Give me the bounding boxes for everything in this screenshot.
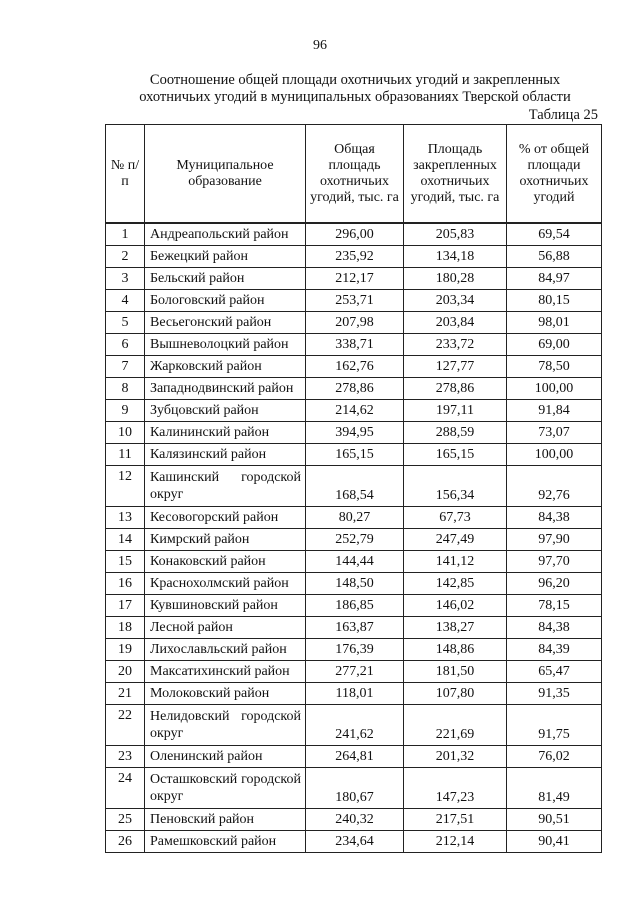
row-total-area: 80,27 [306, 507, 404, 529]
row-assigned-area: 278,86 [404, 378, 507, 400]
table-row [106, 639, 602, 661]
row-percent: 100,00 [507, 378, 602, 400]
row-assigned-area: 221,69 [404, 705, 507, 746]
row-assigned-area: 107,80 [404, 683, 507, 705]
row-total-area: 394,95 [306, 422, 404, 444]
row-municipality: Вышневолоцкий район [145, 334, 306, 356]
table-row [106, 746, 602, 768]
row-percent: 92,76 [507, 466, 602, 507]
row-municipality: Максатихинский район [145, 661, 306, 683]
table-row [106, 705, 602, 746]
row-municipality: Конаковский район [145, 551, 306, 573]
row-total-area: 162,76 [306, 356, 404, 378]
row-number: 13 [106, 507, 145, 529]
header-municipality: Муниципальное образование [145, 125, 306, 224]
table-row [106, 422, 602, 444]
table-row [106, 595, 602, 617]
row-assigned-area: 217,51 [404, 809, 507, 831]
row-number: 11 [106, 444, 145, 466]
row-percent: 65,47 [507, 661, 602, 683]
row-municipality: Калязинский район [145, 444, 306, 466]
row-municipality: Нелидовский городской округ [145, 705, 306, 746]
row-number: 14 [106, 529, 145, 551]
row-number: 25 [106, 809, 145, 831]
row-number: 20 [106, 661, 145, 683]
row-assigned-area: 127,77 [404, 356, 507, 378]
row-assigned-area: 288,59 [404, 422, 507, 444]
row-total-area: 234,64 [306, 831, 404, 853]
table-row [106, 529, 602, 551]
row-municipality: Западнодвинский район [145, 378, 306, 400]
row-total-area: 144,44 [306, 551, 404, 573]
table-row [106, 617, 602, 639]
row-assigned-area: 165,15 [404, 444, 507, 466]
table-row [106, 466, 602, 507]
row-assigned-area: 205,83 [404, 223, 507, 246]
header-percent: % от общей площади охотничьих угодий [507, 125, 602, 224]
table-body [106, 223, 602, 853]
table-row [106, 661, 602, 683]
row-number: 21 [106, 683, 145, 705]
row-assigned-area: 247,49 [404, 529, 507, 551]
hunting-grounds-table [105, 124, 602, 853]
table-row [106, 683, 602, 705]
header-total-area: Общая площадь охотничьих угодий, тыс. га [306, 125, 404, 224]
row-total-area: 252,79 [306, 529, 404, 551]
title-line-1: Соотношение общей площади охотничьих угодий и закрепленных [149, 72, 561, 88]
row-assigned-area: 142,85 [404, 573, 507, 595]
row-number: 4 [106, 290, 145, 312]
row-municipality: Кашинский городской округ [145, 466, 306, 507]
row-percent: 78,50 [507, 356, 602, 378]
row-assigned-area: 147,23 [404, 768, 507, 809]
row-percent: 80,15 [507, 290, 602, 312]
row-total-area: 264,81 [306, 746, 404, 768]
row-total-area: 278,86 [306, 378, 404, 400]
row-percent: 84,38 [507, 507, 602, 529]
row-total-area: 163,87 [306, 617, 404, 639]
table-row [106, 444, 602, 466]
row-municipality: Осташковский городской округ [145, 768, 306, 809]
row-municipality: Лихославльский район [145, 639, 306, 661]
row-municipality: Кимрский район [145, 529, 306, 551]
row-number: 15 [106, 551, 145, 573]
row-percent: 96,20 [507, 573, 602, 595]
row-assigned-area: 233,72 [404, 334, 507, 356]
row-assigned-area: 67,73 [404, 507, 507, 529]
row-municipality: Андреапольский район [145, 223, 306, 246]
row-percent: 91,35 [507, 683, 602, 705]
row-number: 10 [106, 422, 145, 444]
row-assigned-area: 134,18 [404, 246, 507, 268]
table-row [106, 334, 602, 356]
row-percent: 76,02 [507, 746, 602, 768]
table-row [106, 831, 602, 853]
row-total-area: 165,15 [306, 444, 404, 466]
row-municipality: Рамешковский район [145, 831, 306, 853]
row-municipality: Оленинский район [145, 746, 306, 768]
row-number: 1 [106, 223, 145, 246]
row-assigned-area: 148,86 [404, 639, 507, 661]
row-percent: 69,00 [507, 334, 602, 356]
table-row [106, 507, 602, 529]
table-row [106, 573, 602, 595]
row-assigned-area: 138,27 [404, 617, 507, 639]
row-total-area: 235,92 [306, 246, 404, 268]
row-percent: 97,70 [507, 551, 602, 573]
table-row [106, 268, 602, 290]
table-row [106, 246, 602, 268]
row-number: 26 [106, 831, 145, 853]
row-number: 18 [106, 617, 145, 639]
page-number: 96 [313, 38, 327, 53]
row-total-area: 240,32 [306, 809, 404, 831]
row-total-area: 277,21 [306, 661, 404, 683]
row-assigned-area: 156,34 [404, 466, 507, 507]
row-assigned-area: 203,84 [404, 312, 507, 334]
row-municipality: Бежецкий район [145, 246, 306, 268]
row-assigned-area: 181,50 [404, 661, 507, 683]
row-number: 24 [106, 768, 145, 809]
row-assigned-area: 201,32 [404, 746, 507, 768]
table-row [106, 768, 602, 809]
table-row [106, 312, 602, 334]
row-percent: 84,38 [507, 617, 602, 639]
table-row [106, 551, 602, 573]
row-municipality: Краснохолмский район [145, 573, 306, 595]
row-municipality: Кесовогорский район [145, 507, 306, 529]
row-number: 3 [106, 268, 145, 290]
row-number: 7 [106, 356, 145, 378]
row-assigned-area: 203,34 [404, 290, 507, 312]
row-assigned-area: 180,28 [404, 268, 507, 290]
row-percent: 90,51 [507, 809, 602, 831]
row-total-area: 148,50 [306, 573, 404, 595]
row-percent: 91,75 [507, 705, 602, 746]
row-percent: 90,41 [507, 831, 602, 853]
table-row [106, 400, 602, 422]
header-assigned-area: Площадь закрепленных охотничьих угодий, тыс. га [404, 125, 507, 224]
row-number: 9 [106, 400, 145, 422]
row-municipality: Кувшиновский район [145, 595, 306, 617]
row-total-area: 180,67 [306, 768, 404, 809]
row-total-area: 176,39 [306, 639, 404, 661]
row-percent: 73,07 [507, 422, 602, 444]
row-total-area: 338,71 [306, 334, 404, 356]
row-number: 23 [106, 746, 145, 768]
row-percent: 69,54 [507, 223, 602, 246]
row-percent: 81,49 [507, 768, 602, 809]
row-percent: 91,84 [507, 400, 602, 422]
row-assigned-area: 212,14 [404, 831, 507, 853]
row-total-area: 207,98 [306, 312, 404, 334]
row-total-area: 214,62 [306, 400, 404, 422]
row-number: 8 [106, 378, 145, 400]
row-assigned-area: 197,11 [404, 400, 507, 422]
row-number: 19 [106, 639, 145, 661]
title-line-2: охотничьих угодий в муниципальных образованиях Тверской области [139, 89, 571, 105]
row-municipality: Жарковский район [145, 356, 306, 378]
row-total-area: 253,71 [306, 290, 404, 312]
row-percent: 78,15 [507, 595, 602, 617]
table-row [106, 809, 602, 831]
row-total-area: 241,62 [306, 705, 404, 746]
row-total-area: 212,17 [306, 268, 404, 290]
table-row [106, 378, 602, 400]
row-number: 17 [106, 595, 145, 617]
row-assigned-area: 146,02 [404, 595, 507, 617]
header-num: № п/п [106, 125, 145, 224]
row-municipality: Весьегонский район [145, 312, 306, 334]
row-municipality: Пеновский район [145, 809, 306, 831]
row-municipality: Зубцовский район [145, 400, 306, 422]
row-percent: 98,01 [507, 312, 602, 334]
row-total-area: 168,54 [306, 466, 404, 507]
row-number: 5 [106, 312, 145, 334]
table-row [106, 356, 602, 378]
row-percent: 84,39 [507, 639, 602, 661]
row-percent: 97,90 [507, 529, 602, 551]
row-assigned-area: 141,12 [404, 551, 507, 573]
row-total-area: 296,00 [306, 223, 404, 246]
row-municipality: Молоковский район [145, 683, 306, 705]
table-row [106, 290, 602, 312]
row-municipality: Лесной район [145, 617, 306, 639]
row-number: 22 [106, 705, 145, 746]
row-number: 12 [106, 466, 145, 507]
row-number: 16 [106, 573, 145, 595]
table-label: Таблица 25 [528, 107, 598, 123]
row-municipality: Бологовский район [145, 290, 306, 312]
table-header-row [106, 125, 602, 224]
row-total-area: 186,85 [306, 595, 404, 617]
row-total-area: 118,01 [306, 683, 404, 705]
row-percent: 56,88 [507, 246, 602, 268]
row-percent: 84,97 [507, 268, 602, 290]
row-percent: 100,00 [507, 444, 602, 466]
row-number: 6 [106, 334, 145, 356]
row-municipality: Бельский район [145, 268, 306, 290]
row-municipality: Калининский район [145, 422, 306, 444]
document-title [105, 72, 605, 106]
row-number: 2 [106, 246, 145, 268]
table-row [106, 223, 602, 246]
